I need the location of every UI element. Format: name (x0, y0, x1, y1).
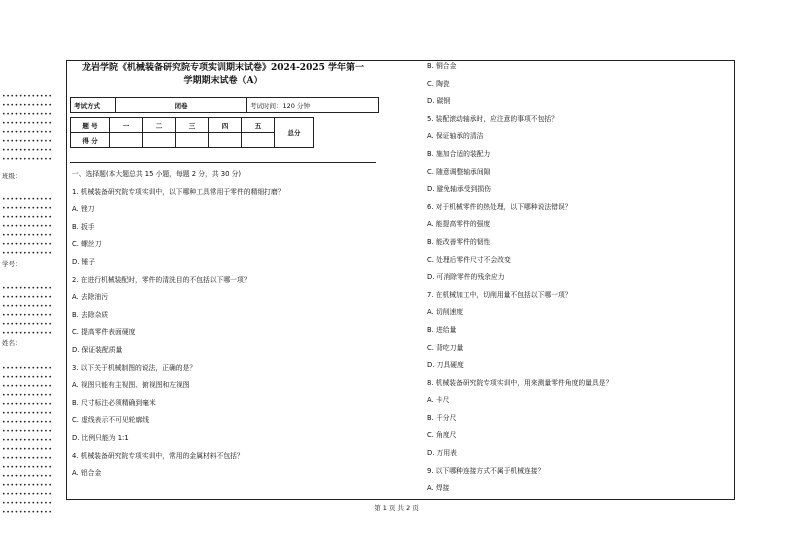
section-heading: 一、选择题(本大题总共 15 小题，每题 2 分，共 30 分) (72, 170, 242, 178)
option-line: C. 螺丝刀 (72, 240, 102, 249)
question-line: 5. 装配滚动轴承时，应注意的事项不包括？ (427, 114, 558, 123)
question-line: 8. 机械装备研究院专项实训中，用来测量零件角度的量具是？ (427, 378, 613, 387)
score-cell (110, 133, 143, 148)
option-line: B. 去除杂质 (72, 310, 109, 319)
option-line: D. 锤子 (72, 257, 96, 266)
score-row-label: 得 分 (71, 133, 110, 148)
student-id-label: 学号： (2, 260, 22, 268)
option-line: B. 施加合适的装配力 (427, 149, 491, 158)
question-line: 4. 机械装备研究院专项实训中，常用的金属材料不包括？ (72, 451, 244, 460)
binding-dots: •••••••••••• •••••••••••• •••••••••••• •••••••••••• •••••••••••• •••••••••••• •••••••••••• •••••••••••• •••••••••••• •••••••••••• •••••••••••• •••••••••••• •••••••••••• •••••••••••• •••••••••••• •••••••••••• •••••••••••• (2, 365, 53, 516)
exam-info-table (70, 97, 379, 113)
option-line: D. 万用表 (427, 449, 457, 458)
option-line: D. 碳钢 (427, 97, 451, 106)
option-line: B. 千分尺 (427, 413, 457, 422)
option-line: A. 视图只能有主视图、俯视图和左视图 (72, 381, 190, 390)
option-line: C. 角度尺 (427, 431, 457, 440)
score-col-3: 三 (176, 118, 209, 133)
page-number: 第 1 页 共 2 页 (374, 504, 419, 512)
option-line: B. 尺寸标注必须精确到毫米 (72, 398, 156, 407)
option-line: C. 陶瓷 (427, 79, 450, 88)
option-line: C. 随意调整轴承间隙 (427, 167, 491, 176)
exam-title-line1: 龙岩学院《机械装备研究院专项实训期末试卷》2024-2025 学年第一 (82, 63, 364, 73)
score-table (70, 117, 314, 148)
exam-title-line2: 学期期末试卷（A） (183, 76, 263, 86)
question-line: 9. 以下哪种连接方式不属于机械连接？ (427, 466, 545, 475)
option-line: D. 刀具硬度 (427, 361, 464, 370)
score-cell (209, 133, 242, 148)
score-col-2: 二 (143, 118, 176, 133)
option-line: D. 可消除零件的残余应力 (427, 273, 505, 282)
left-question-column (72, 166, 285, 483)
option-line: D. 避免轴承受到损伤 (427, 185, 491, 194)
binding-dots: •••••••••••• •••••••••••• •••••••••••• •••••••••••• •••••••••••• •••••••••••• •••••••••••• •••••••••••• (2, 93, 53, 163)
option-line: A. 去除油污 (72, 293, 109, 302)
option-line: A. 能提高零件的强度 (427, 220, 491, 229)
question-line: 7. 在机械加工中，切削用量不包括以下哪一项？ (427, 290, 572, 299)
divider (70, 162, 376, 163)
question-line: 3. 以下关于机械制图的说法，正确的是？ (72, 363, 197, 372)
exam-form-value: 闭卷 (116, 98, 247, 113)
option-line: B. 能改善零件的韧性 (427, 237, 491, 246)
score-col-4: 四 (209, 118, 242, 133)
option-line: A. 卡尺 (427, 396, 450, 405)
score-cell (143, 133, 176, 148)
exam-form-label: 考试方式 (71, 98, 116, 113)
score-cell (242, 133, 275, 148)
option-line: D. 比例只能为 1:1 (72, 433, 129, 442)
option-line: B. 扳手 (72, 222, 95, 231)
score-col-5: 五 (242, 118, 275, 133)
binding-dots: •••••••••••• •••••••••••• •••••••••••• •••••••••••• •••••••••••• •••••••••••• •••••••••••• (2, 196, 53, 257)
score-col-1: 一 (110, 118, 143, 133)
right-question-column (427, 58, 612, 498)
total-score-label: 总分 (275, 118, 314, 148)
option-line: A. 保证轴承的清洁 (427, 132, 484, 141)
question-line: 6. 对于机械零件的热处理，以下哪种说法错误？ (427, 202, 572, 211)
option-line: D. 保证装配质量 (72, 345, 123, 354)
option-line: C. 处理后零件尺寸不会改变 (427, 255, 511, 264)
option-line: C. 虚线表示不可见轮廓线 (72, 416, 150, 425)
option-line: B. 铜合金 (427, 62, 457, 70)
question-line: 1. 机械装备研究院专项实训中，以下哪种工具常用于零件的精细打磨？ (72, 187, 285, 196)
option-line: A. 铝合金 (72, 469, 102, 478)
question-line: 2. 在进行机械装配时，零件的清洗目的不包括以下哪一项？ (72, 275, 251, 284)
question-number-label: 题 号 (71, 118, 110, 133)
binding-dots: •••••••••••• •••••••••••• •••••••••••• •••••••••••• •••••••••••• •••••••••••• (2, 285, 53, 337)
score-cell (176, 133, 209, 148)
class-label: 班级： (2, 172, 22, 180)
exam-title (70, 62, 376, 88)
option-line: A. 切削速度 (427, 308, 464, 317)
option-line: A. 焊接 (427, 484, 450, 493)
option-line: C. 提高零件表面硬度 (72, 328, 136, 337)
option-line: A. 锉刀 (72, 205, 95, 214)
name-label: 姓名： (2, 339, 22, 347)
option-line: C. 背吃刀量 (427, 343, 464, 352)
option-line: B. 进给量 (427, 325, 457, 334)
exam-time: 考试时间：120 分钟 (247, 98, 379, 113)
